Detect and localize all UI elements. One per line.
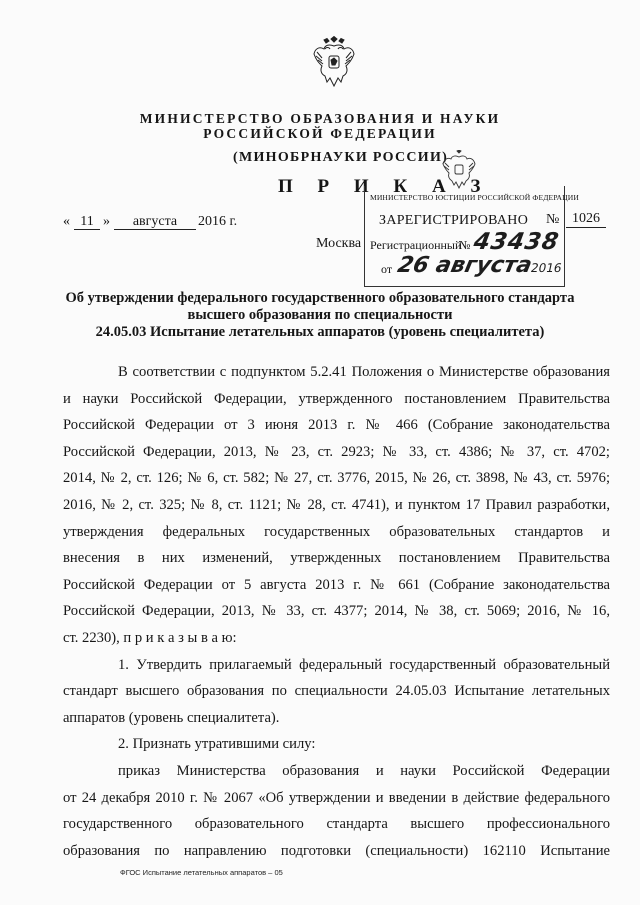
ministry-name-line1: МИНИСТЕРСТВО ОБРАЗОВАНИЯ И НАУКИ [139,111,501,126]
stamp-number-label: Регистрационный [370,238,462,252]
order-number: 1026 [566,211,606,228]
body-line: 1. Утвердить прилагаемый федеральный государственный образовательный [118,656,610,673]
body-line: государственного образовательного стандарта высшего профессионального [63,816,610,833]
document-body [63,359,610,864]
date-month [114,214,196,230]
body-line: приказ Министерства образования и науки Российской Федерации [118,762,610,779]
stamp-registered-label: ЗАРЕГИСТРИРОВАНО [379,213,529,228]
body-line: 2. Признать утратившими силу: [118,736,316,753]
stamp-from-label: от [381,262,393,276]
body-line: В соответствии с подпунктом 5.2.41 Положения о Министерстве образования [118,364,610,380]
body-line: 2014, № 2, ст. 126; № 6, ст. 582; № 27, ст. 3776, 2015, № 26, ст. 3898, № 43, ст. 5976; [63,470,610,487]
body-line: 2016, № 2, ст. 325; № 8, ст. 1121; № 28, ст. 4741), и пунктом 17 Правил разработки, [63,496,610,513]
stamp-emblem-icon [442,150,476,190]
document-title-line2: высшего образования по специальности [187,307,453,323]
body-line: внесения в них изменений, утвержденных постановлением Правительства [63,550,610,567]
body-line: Российской Федерации, 2013, № 33, ст. 4377; 2014, № 38, ст. 5069; 2016, № 16, [63,603,610,620]
page-footer: ФГОС Испытание летательных аппаратов – 05 [120,868,283,877]
body-line: и науки Российской Федерации, утвержденного постановлением Правительства [63,390,610,407]
ministry-short-name: (МИНОБРНАУКИ РОССИИ) [233,150,449,165]
date-close-quote: » [103,214,110,229]
coat-of-arms-icon [313,36,355,88]
body-line: образования по направлению подготовки (специальности) 162110 Испытание [63,842,610,859]
stamp-handwritten-date [395,253,564,278]
document-title-line1: Об утверждении федерального государственного образовательного стандарта [65,290,575,306]
document-title-line3: 24.05.03 Испытание летательных аппаратов (уровень специалитета) [95,324,545,340]
date-day-value: 11 [74,214,100,230]
body-line: аппаратов (уровень специалитета). [63,709,280,726]
body-line: Российской Федерации, 2013, № 23, ст. 2923; № 33, ст. 4386; № 37, ст. 4702; [63,443,610,460]
date-day [74,214,100,230]
stamp-registration-number: 43438 [471,229,562,255]
stamp-date-year: 2016 [529,261,564,275]
body-line: утверждения федеральных государственных образовательных стандартов и [63,523,610,540]
date-open-quote: « [63,214,70,229]
body-line: стандарт высшего образования по специальности 24.05.03 Испытание летательных [63,683,610,700]
order-number-sign: № [546,212,560,227]
body-line: ст. 2230), п р и к а з ы в а ю: [63,629,237,646]
order-heading: П Р И К А З [278,176,491,197]
body-line: Российской Федерации от 3 июня 2013 г. № 466 (Собрание законодательства [63,417,610,434]
body-line: от 24 декабря 2010 г. № 2067 «Об утверждении и введении в действие федерального [63,789,610,806]
stamp-organization: МИНИСТЕРСТВО ЮСТИЦИИ РОССИЙСКОЙ ФЕДЕРАЦИИ [370,193,579,202]
ministry-name-line2: РОССИЙСКОЙ ФЕДЕРАЦИИ [203,126,437,141]
stamp-date-text: 26 августа [395,253,535,278]
date-year: 2016 г. [198,214,238,229]
stamp-number-sign: № [459,238,471,252]
date-month-value: августа [114,214,196,230]
body-line: Российской Федерации от 5 августа 2013 г. № 661 (Собрание законодательства [63,576,610,593]
city: Москва [316,236,362,251]
